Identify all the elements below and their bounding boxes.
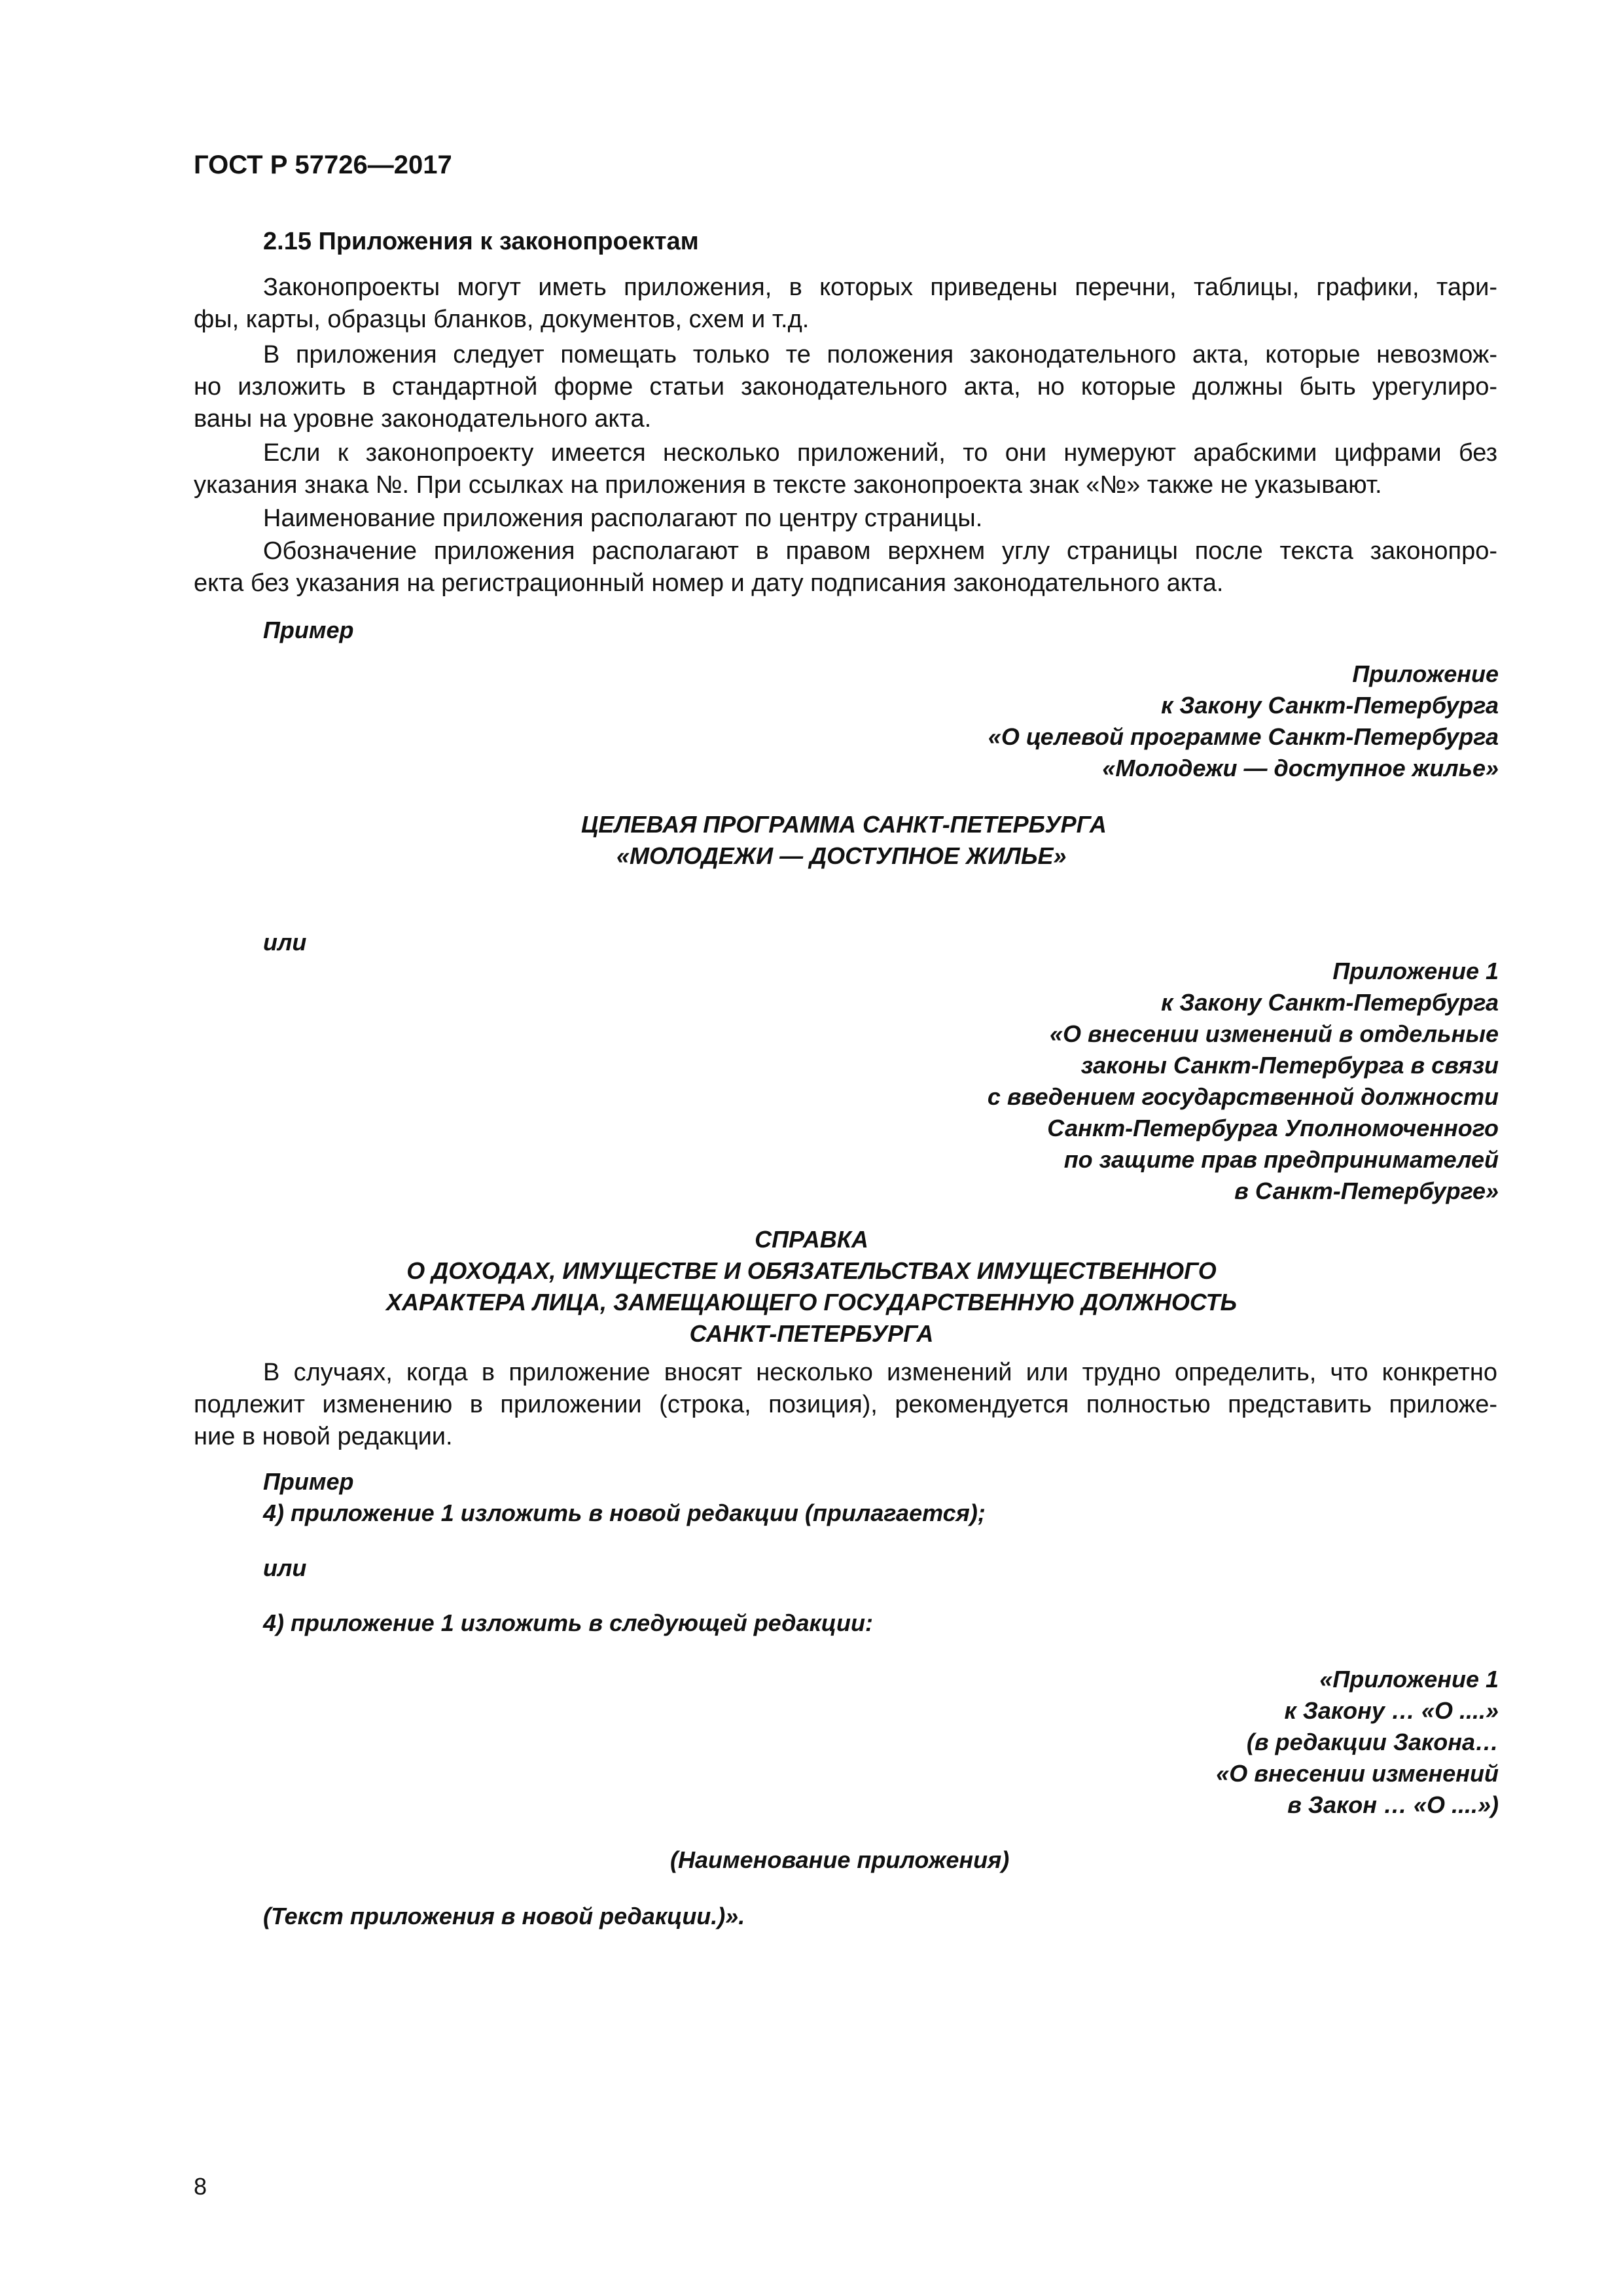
paragraph-line: подлежит изменению в приложении (строка, позиция), рекомендуется полностью представить приложе- (194, 1391, 1497, 1418)
example-label: Пример (263, 617, 354, 643)
appendix-title-line: О ДОХОДАХ, ИМУЩЕСТВЕ И ОБЯЗАТЕЛЬСТВАХ ИМУЩЕСТВЕННОГО (406, 1257, 1217, 1284)
appendix-designation-line: с введением государственной должности (987, 1083, 1499, 1110)
paragraph-line: Если к законопроекту имеется несколько приложений, то они нумеруют арабскими цифрами без (263, 439, 1497, 467)
example-text-line: 4) приложение 1 изложить в следующей редакции: (263, 1609, 873, 1636)
appendix-designation-line: к Закону Санкт-Петербурга (1161, 692, 1499, 719)
paragraph-line: В случаях, когда в приложение вносят несколько изменений или трудно определить, что конкретно (263, 1359, 1497, 1386)
paragraph-line: но изложить в стандартной форме статьи законодательного акта, но которые должны быть урегулиро- (194, 373, 1497, 401)
paragraph-line: указания знака №. При ссылках на приложения в тексте законопроекта знак «№» также не указывают. (194, 471, 1382, 499)
appendix-designation-line: законы Санкт-Петербурга в связи (1080, 1052, 1499, 1079)
appendix-text-placeholder: (Текст приложения в новой редакции.)». (263, 1903, 745, 1929)
paragraph-line: фы, карты, образцы бланков, документов, схем и т.д. (194, 306, 810, 333)
paragraph-line: Законопроекты могут иметь приложения, в которых приведены перечни, таблицы, графики, тари- (263, 274, 1497, 301)
appendix-designation-line: «О внесении изменений (1216, 1760, 1499, 1787)
appendix-designation-line: «О внесении изменений в отдельные (1049, 1020, 1499, 1047)
document-header-code: ГОСТ Р 57726—2017 (194, 151, 452, 179)
paragraph-line: ние в новой редакции. (194, 1423, 453, 1450)
page-number: 8 (194, 2173, 207, 2200)
appendix-designation-line: к Закону … «О ....» (1284, 1697, 1499, 1724)
appendix-designation-line: «Приложение 1 (1319, 1666, 1499, 1693)
section-heading: 2.15 Приложения к законопроектам (263, 228, 699, 255)
appendix-designation-line: по защите прав предпринимателей (1063, 1146, 1499, 1173)
appendix-designation-line: к Закону Санкт-Петербурга (1161, 989, 1499, 1016)
paragraph-line: В приложения следует помещать только те положения законодательного акта, которые невозмож- (263, 341, 1497, 368)
appendix-title-line: САНКТ-ПЕТЕРБУРГА (689, 1320, 934, 1347)
paragraph-line: Наименование приложения располагают по центру страницы. (263, 505, 983, 532)
or-label: или (263, 1554, 307, 1581)
paragraph-line: Обозначение приложения располагают в правом верхнем углу страницы после текста законопро- (263, 537, 1497, 565)
or-label: или (263, 929, 307, 956)
appendix-designation-line: в Закон … «О ....») (1287, 1791, 1499, 1818)
example-text-line: 4) приложение 1 изложить в новой редакции (прилагается); (263, 1499, 986, 1526)
appendix-title-line: «МОЛОДЕЖИ — ДОСТУПНОЕ ЖИЛЬЕ» (616, 842, 1067, 869)
appendix-designation-line: Приложение (1352, 660, 1499, 687)
paragraph-line: ваны на уровне законодательного акта. (194, 405, 652, 433)
appendix-designation-line: Санкт-Петербурга Уполномоченного (1047, 1115, 1499, 1141)
appendix-name-placeholder: (Наименование приложения) (670, 1846, 1010, 1873)
appendix-designation-line: (в редакции Закона… (1246, 1729, 1499, 1755)
appendix-designation-line: «Молодежи — доступное жилье» (1102, 755, 1499, 781)
appendix-title-line: СПРАВКА (755, 1226, 868, 1253)
appendix-designation-line: Приложение 1 (1332, 958, 1499, 984)
appendix-designation-line: в Санкт-Петербурге» (1234, 1177, 1499, 1204)
paragraph-line: екта без указания на регистрационный номер и дату подписания законодательного акта. (194, 569, 1224, 597)
appendix-designation-line: «О целевой программе Санкт-Петербурга (988, 723, 1499, 750)
example-label: Пример (263, 1468, 354, 1495)
appendix-title-line: ЦЕЛЕВАЯ ПРОГРАММА САНКТ-ПЕТЕРБУРГА (581, 811, 1107, 838)
appendix-title-line: ХАРАКТЕРА ЛИЦА, ЗАМЕЩАЮЩЕГО ГОСУДАРСТВЕННУЮ ДОЛЖНОСТЬ (386, 1289, 1237, 1316)
